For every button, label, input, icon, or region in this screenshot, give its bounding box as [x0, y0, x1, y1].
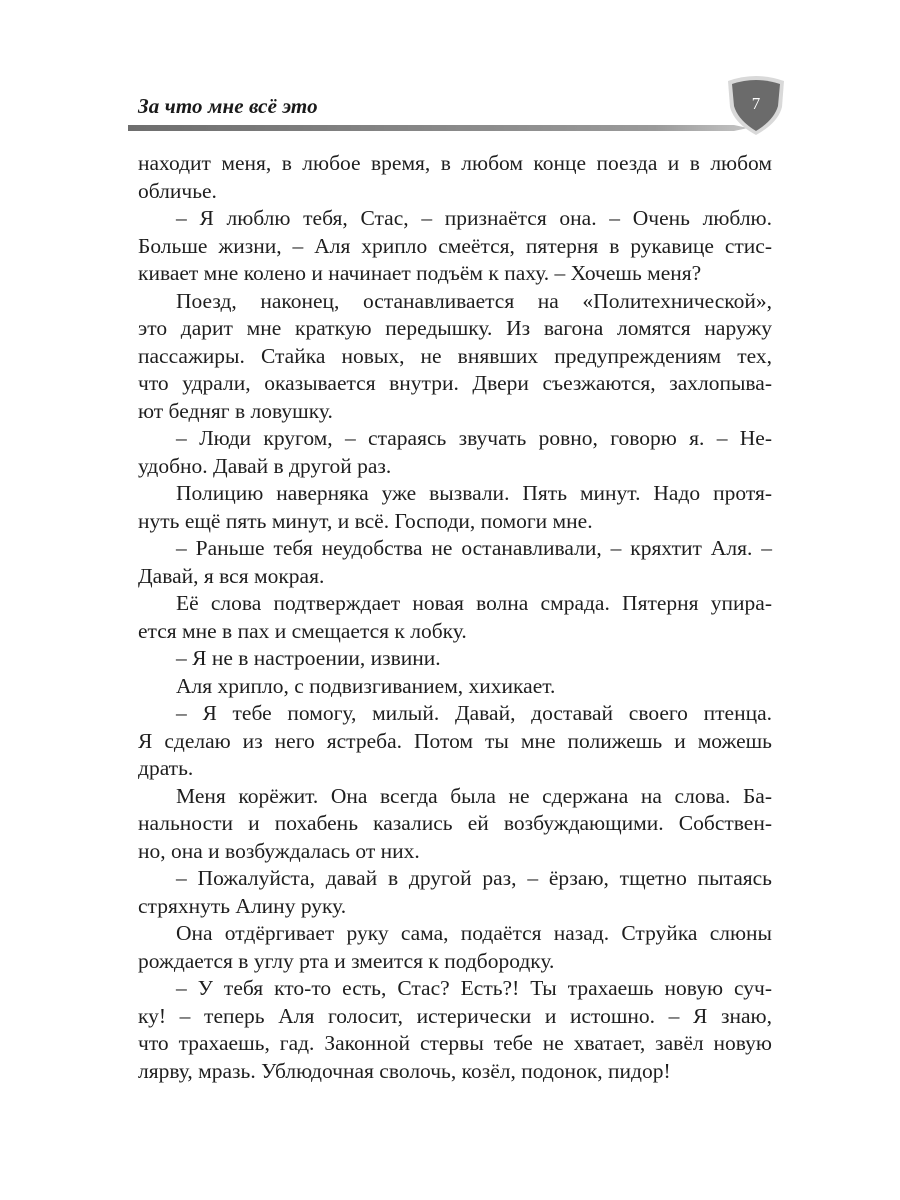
- text-line: драть.: [138, 756, 194, 780]
- text-line: обличье.: [138, 178, 217, 203]
- text-line: что трахаешь, гад. Законной стервы тебе не хватает, завёл новую: [138, 1031, 772, 1055]
- text-line: ют бедняг в ловушку.: [138, 398, 333, 423]
- text-line: Её слова подтверждает новая волна смрада. Пятерня упира-: [176, 591, 772, 615]
- text-line: Поезд, наконец, останавливается на «Политехнической»,: [176, 288, 772, 313]
- text-line: но, она и возбуждалась от них.: [138, 838, 420, 863]
- text-line: – У тебя кто-то есть, Стас? Есть?! Ты трахаешь новую суч-: [176, 976, 772, 1000]
- text-line: Давай, я вся мокрая.: [138, 563, 325, 588]
- text-line: Больше жизни, – Аля хрипло смеётся, пятерня в рукавице стис-: [138, 233, 772, 258]
- text-line: Меня корёжит. Она всегда была не сдержана на слова. Ба-: [176, 783, 772, 808]
- text-line: находит меня, в любое время, в любом конце поезда и в любом: [138, 151, 772, 175]
- text-line: Аля хрипло, с подвизгиванием, хихикает.: [176, 673, 556, 698]
- running-title: За что мне всё это: [138, 94, 318, 118]
- text-line: – Люди кругом, – стараясь звучать ровно, говорю я. – Не-: [176, 426, 772, 450]
- text-line: это дарит мне краткую передышку. Из вагона ломятся наружу: [138, 316, 772, 340]
- text-line: – Раньше тебя неудобства не останавливали, – кряхтит Аля. –: [176, 536, 772, 560]
- text-line: пассажиры. Стайка новых, не внявших предупреждениям тех,: [138, 343, 772, 368]
- text-line: нальности и похабень казались ей возбуждающими. Собствен-: [138, 811, 772, 835]
- text-line: ку! – теперь Аля голосит, истерически и истошно. – Я знаю,: [138, 1003, 772, 1028]
- text-line: кивает мне колено и начинает подъём к паху. – Хочешь меня?: [138, 261, 702, 285]
- text-line: – Я не в настроении, извини.: [176, 646, 441, 670]
- text-line: – Пожалуйста, давай в другой раз, – ёрзаю, тщетно пытаясь: [176, 866, 772, 890]
- text-line: Полицию наверняка уже вызвали. Пять минут. Надо протя-: [176, 481, 772, 505]
- text-line: стряхнуть Алину руку.: [138, 893, 347, 918]
- body-text: [138, 150, 772, 1085]
- text-line: ется мне в пах и смещается к лобку.: [138, 618, 467, 643]
- page-header: [0, 0, 900, 150]
- header-rule-bar: [128, 125, 748, 131]
- text-line: Я сделаю из него ястреба. Потом ты мне полижешь и можешь: [138, 728, 772, 753]
- text-line: Она отдёргивает руку сама, подаётся назад. Струйка слюны: [176, 921, 772, 945]
- text-line: нуть ещё пять минут, и всё. Господи, помоги мне.: [138, 508, 593, 533]
- text-line: что удрали, оказывается внутри. Двери съезжаются, захлопыва-: [138, 371, 772, 395]
- text-line: рождается в углу рта и змеится к подбородку.: [138, 948, 555, 973]
- text-line: – Я люблю тебя, Стас, – признаётся она. – Очень люблю.: [176, 206, 772, 230]
- text-line: лярву, мразь. Ублюдочная сволочь, козёл, подонок, пидор!: [138, 1058, 671, 1083]
- text-line: удобно. Давай в другой раз.: [138, 453, 392, 478]
- text-line: – Я тебе помогу, милый. Давай, доставай своего птенца.: [176, 701, 772, 725]
- page-number: 7: [751, 94, 761, 113]
